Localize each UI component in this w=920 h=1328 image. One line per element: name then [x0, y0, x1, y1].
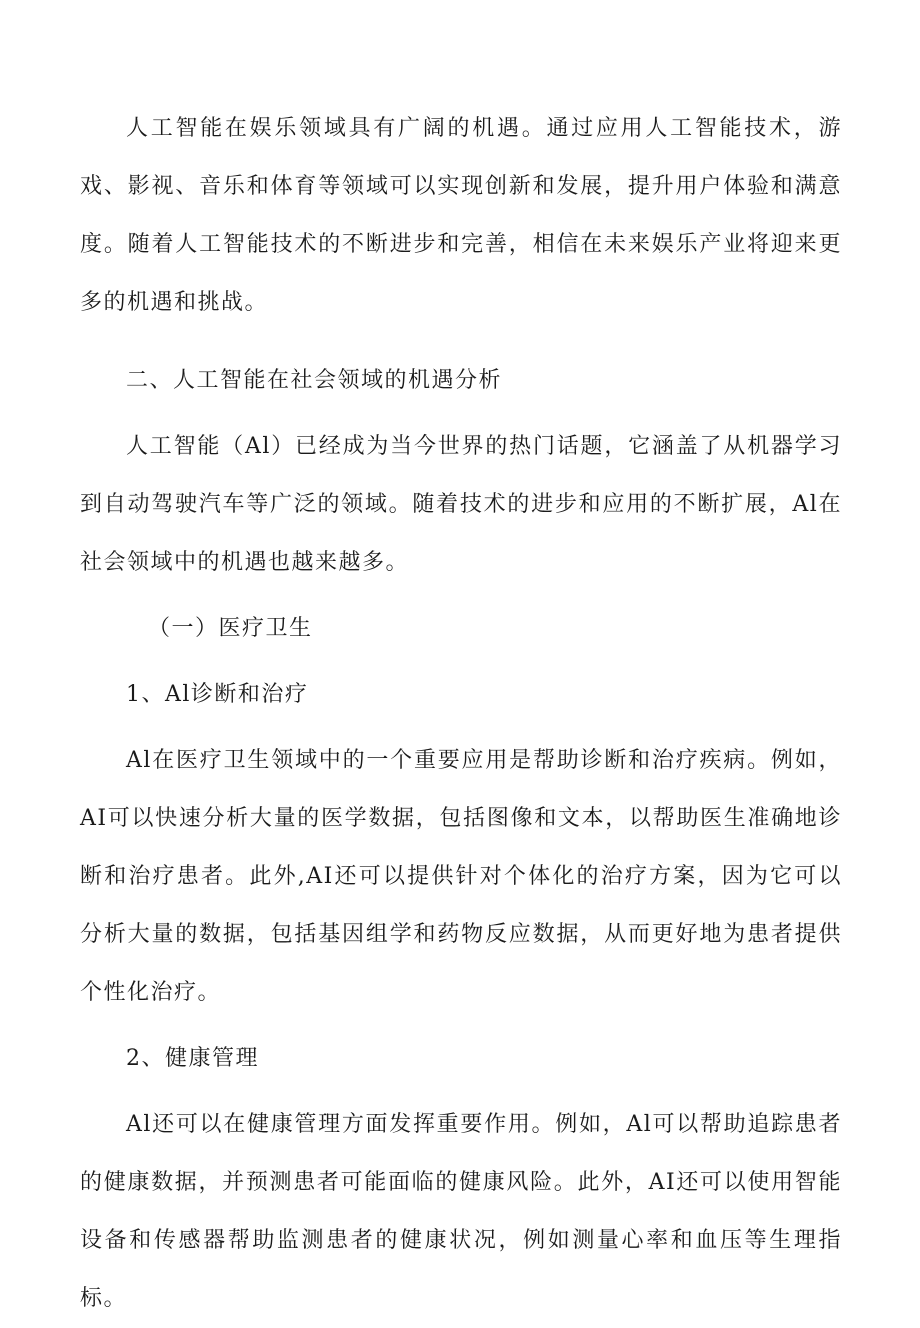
paragraph-diagnosis: Al在医疗卫生领域中的一个重要应用是帮助诊断和治疗疾病。例如，AI可以快速分析大量的医学数据，包括图像和文本，以帮助医生准确地诊断和治疗患者。此外,AI还可以提供针对个体化的治疗方案，因为它可以分析大量的数据，包括基因组学和药物反应数据，从而更好地为患者提供个性化治疗。 — [80, 748, 842, 1005]
item-heading-health-management: 2、健康管理 — [126, 1046, 259, 1071]
paragraph-ai-intro: 人工智能（Al）已经成为当今世界的热门话题，它涵盖了从机器学习到自动驾驶汽车等广泛的领域。随着技术的进步和应用的不断扩展，Al在社会领域中的机遇也越来越多。 — [80, 434, 842, 575]
paragraph-health-management: Al还可以在健康管理方面发挥重要作用。例如，Al可以帮助追踪患者的健康数据，并预测患者可能面临的健康风险。此外，AI还可以使用智能设备和传感器帮助监测患者的健康状况，例如测量心率和血压等生理指标。 — [80, 1112, 842, 1311]
document-body — [80, 100, 842, 1328]
section-heading-social: 二、人工智能在社会领域的机遇分析 — [126, 368, 503, 393]
item-heading-diagnosis: 1、Al诊断和治疗 — [126, 682, 309, 707]
subsection-heading-healthcare: （一）医疗卫生 — [148, 616, 313, 641]
paragraph-entertainment-summary: 人工智能在娱乐领域具有广阔的机遇。通过应用人工智能技术，游戏、影视、音乐和体育等领域可以实现创新和发展，提升用户体验和满意度。随着人工智能技术的不断进步和完善，相信在未来娱乐产业将迎来更多的机遇和挑战。 — [80, 116, 842, 315]
